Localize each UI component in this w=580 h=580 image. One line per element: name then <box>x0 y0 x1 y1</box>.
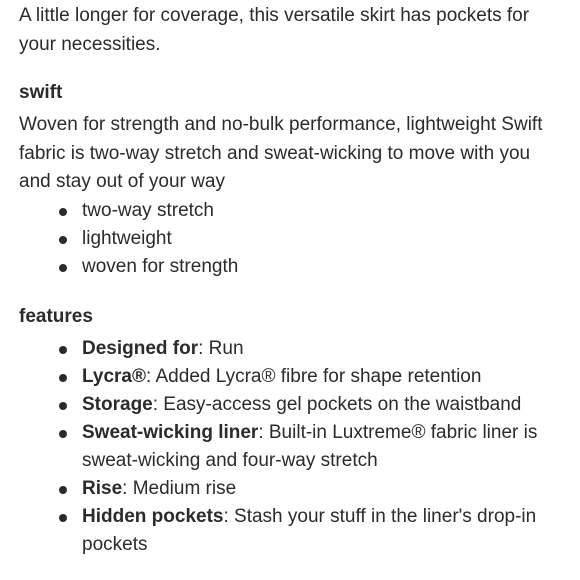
bullet-icon <box>59 208 67 216</box>
swift-bullet-list <box>19 197 560 281</box>
list-item <box>59 475 539 503</box>
features-list <box>19 335 539 559</box>
bullet-text: woven for strength <box>82 255 239 277</box>
feature-label: Sweat-wicking liner <box>82 421 259 443</box>
list-item <box>59 391 539 419</box>
feature-label: Hidden pockets <box>82 505 224 527</box>
feature-text: : Run <box>198 337 244 359</box>
feature-text: : Stash your stuff in the liner's drop-in pockets <box>82 505 537 555</box>
bullet-icon <box>59 514 67 522</box>
bullet-icon <box>59 346 67 354</box>
list-item <box>59 335 539 363</box>
bullet-icon <box>59 402 67 410</box>
list-item <box>59 225 560 253</box>
list-item <box>59 253 560 281</box>
bullet-icon <box>59 374 67 382</box>
bullet-text: lightweight <box>82 227 172 249</box>
feature-text: : Built-in Luxtreme® fabric liner is sweat-wicking and four-way stretch <box>82 421 538 471</box>
list-item <box>59 197 560 225</box>
intro-text: A little longer for coverage, this versatile skirt has pockets for your necessities. <box>19 5 530 55</box>
bullet-icon <box>59 430 67 438</box>
list-item <box>59 503 539 559</box>
list-item <box>59 363 539 391</box>
feature-text: : Easy-access gel pockets on the waistband <box>152 393 522 415</box>
bullet-icon <box>59 486 67 494</box>
swift-description: Woven for strength and no-bulk performance, lightweight Swift fabric is two-way stretch and sweat-wicking to move with you and stay out of your way <box>19 114 543 192</box>
bullet-icon <box>59 236 67 244</box>
swift-heading: swift <box>19 82 63 103</box>
feature-text: : Medium rise <box>122 477 237 499</box>
feature-label: Storage <box>82 393 153 415</box>
feature-text: : Added Lycra® fibre for shape retention <box>146 365 482 387</box>
feature-label: Lycra® <box>82 365 146 387</box>
feature-label: Designed for <box>82 337 199 359</box>
list-item <box>59 419 539 475</box>
feature-label: Rise <box>82 477 123 499</box>
bullet-text: two-way stretch <box>82 199 214 221</box>
features-heading: features <box>19 305 93 327</box>
bullet-icon <box>59 264 67 272</box>
